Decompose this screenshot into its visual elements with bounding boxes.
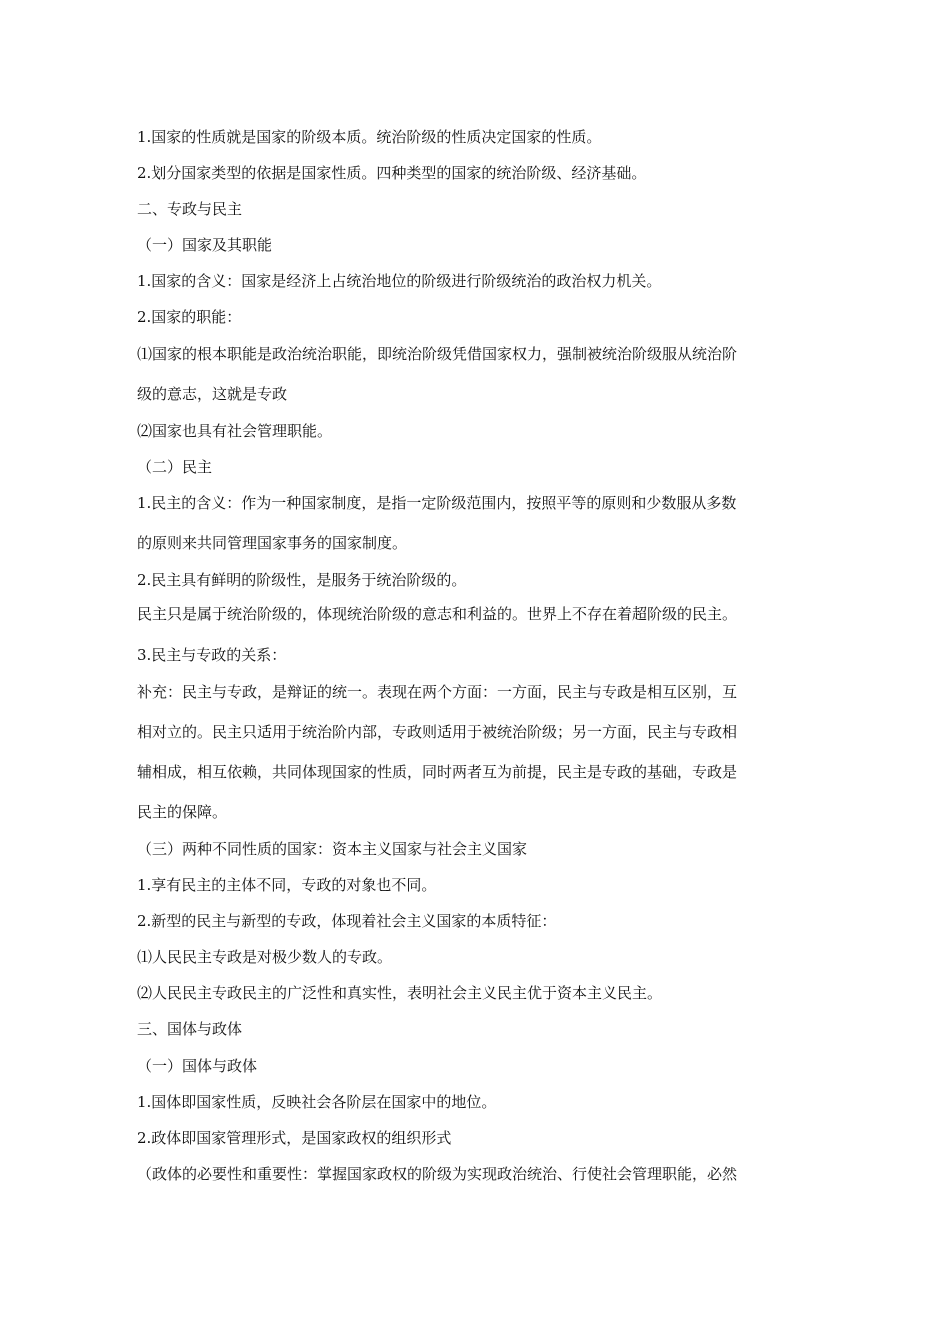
subsection-heading: （一）国体与政体: [137, 1057, 258, 1075]
text-line: 1.国家的性质就是国家的阶级本质。统治阶级的性质决定国家的性质。: [137, 128, 602, 146]
text-line: 1.享有民主的主体不同，专政的对象也不同。: [137, 876, 437, 894]
text-line: 相对立的。民主只适用于统治阶内部，专政则适用于被统治阶级；另一方面，民主与专政相: [137, 723, 738, 741]
text-line: 民主只是属于统治阶级的，体现统治阶级的意志和利益的。世界上不存在着超阶级的民主。: [137, 605, 738, 623]
text-line: 2.划分国家类型的依据是国家性质。四种类型的国家的统治阶级、经济基础。: [137, 164, 647, 182]
text-line: 3.民主与专政的关系：: [137, 646, 287, 664]
text-line: 2.新型的民主与新型的专政，体现着社会主义国家的本质特征：: [137, 912, 557, 930]
section-heading: 三、国体与政体: [137, 1020, 243, 1038]
text-line: 1.民主的含义：作为一种国家制度，是指一定阶级范围内，按照平等的原则和少数服从多数: [137, 494, 737, 512]
text-line: ⑵国家也具有社会管理职能。: [137, 422, 333, 440]
text-line: （政体的必要性和重要性：掌握国家政权的阶级为实现政治统治、行使社会管理职能，必然: [137, 1165, 738, 1183]
text-line: 的原则来共同管理国家事务的国家制度。: [137, 534, 408, 552]
text-line: 2.政体即国家管理形式，是国家政权的组织形式: [137, 1129, 452, 1147]
text-line: 1.国体即国家性质，反映社会各阶层在国家中的地位。: [137, 1093, 497, 1111]
subsection-heading: （三）两种不同性质的国家：资本主义国家与社会主义国家: [137, 840, 528, 858]
text-line: 1.国家的含义：国家是经济上占统治地位的阶级进行阶级统治的政治权力机关。: [137, 272, 662, 290]
text-line: ⑵人民民主专政民主的广泛性和真实性，表明社会主义民主优于资本主义民主。: [137, 984, 663, 1002]
text-line: 补充：民主与专政，是辩证的统一。表现在两个方面：一方面，民主与专政是相互区别，互: [137, 683, 738, 701]
text-line: ⑴人民民主专政是对极少数人的专政。: [137, 948, 393, 966]
text-line: 2.民主具有鲜明的阶级性，是服务于统治阶级的。: [137, 571, 467, 589]
text-line: 辅相成，相互依赖，共同体现国家的性质，同时两者互为前提，民主是专政的基础，专政是: [137, 763, 738, 781]
text-line: 民主的保障。: [137, 803, 228, 821]
section-heading: 二、专政与民主: [137, 200, 243, 218]
subsection-heading: （二）民主: [137, 458, 213, 476]
text-line: 级的意志，这就是专政: [137, 385, 288, 403]
subsection-heading: （一）国家及其职能: [137, 236, 273, 254]
text-line: 2.国家的职能：: [137, 308, 242, 326]
text-line: ⑴国家的根本职能是政治统治职能，即统治阶级凭借国家权力，强制被统治阶级服从统治阶: [137, 345, 738, 363]
